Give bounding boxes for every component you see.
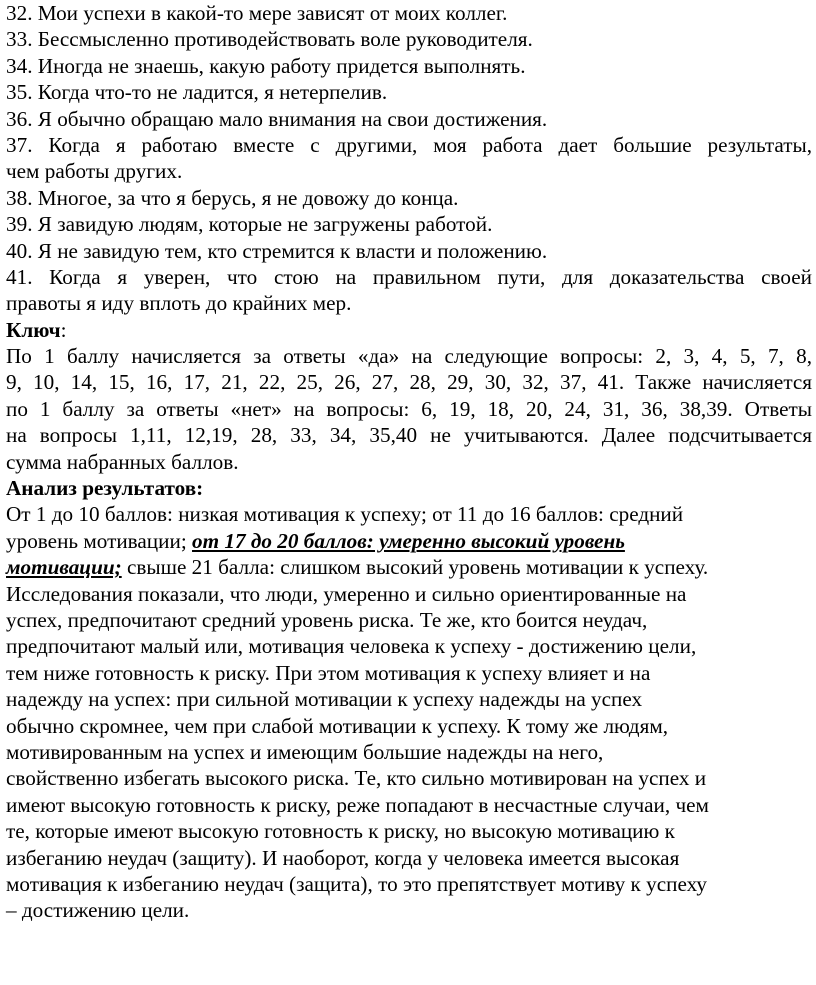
key-paragraph-line: 9, 10, 14, 15, 16, 17, 21, 22, 25, 26, 27, 28, 29, 30, 32, 37, 41. Также начисляется (6, 370, 812, 395)
analysis-line: свойственно избегать высокого риска. Те, кто сильно мотивирован на успех и (6, 766, 707, 791)
question-item: 41. Когда я уверен, что стою на правильном пути, для доказательства своей (6, 264, 812, 289)
highlighted-result: от 17 до 20 баллов: умеренно высокий уровень (192, 528, 625, 553)
analysis-line: избеганию неудач (защиту). И наоборот, когда у человека имеется высокая (6, 845, 680, 870)
analysis-line (6, 528, 812, 554)
analysis-text: свыше 21 балла: слишком высокий уровень мотивации к успеху. (121, 555, 709, 580)
analysis-line: Исследования показали, что люди, умеренно и сильно ориентированные на (6, 581, 687, 606)
question-item: 33. Бессмысленно противодействовать воле руководителя. (6, 27, 533, 52)
key-paragraph-line: по 1 баллу за ответы «нет» на вопросы: 6, 19, 18, 20, 24, 31, 36, 38,39. Ответы (6, 396, 812, 421)
analysis-heading: Анализ результатов: (6, 476, 204, 501)
document-page (6, 0, 812, 924)
question-item: 32. Мои успехи в какой-то мере зависят от моих коллег. (6, 1, 508, 25)
key-paragraph-line: По 1 баллу начисляется за ответы «да» на следующие вопросы: 2, 3, 4, 5, 7, 8, (6, 344, 812, 369)
analysis-line: От 1 до 10 баллов: низкая мотивация к успеху; от 11 до 16 баллов: средний (6, 502, 684, 527)
analysis-text: уровень мотивации; (6, 528, 193, 553)
analysis-line: – достижению цели. (6, 898, 190, 923)
question-item: 34. Иногда не знаешь, какую работу придется выполнять. (6, 53, 526, 78)
key-heading-colon: : (60, 317, 67, 342)
question-item: 35. Когда что-то не ладится, я нетерпелив. (6, 80, 388, 105)
analysis-section (6, 475, 812, 924)
key-paragraph-line: на вопросы 1,11, 12,19, 28, 33, 34, 35,40 не учитываются. Далее подсчитывается (6, 423, 812, 448)
analysis-line: успех, предпочитают средний уровень риска. Те же, кто боится неудач, (6, 607, 648, 632)
question-item: 39. Я завидую людям, которые не загружены работой. (6, 212, 493, 237)
analysis-line: предпочитают малый или, мотивация человека к успеху - достижению цели, (6, 634, 697, 659)
question-item: 37. Когда я работаю вместе с другими, моя работа дает большие результаты, (6, 132, 812, 157)
analysis-line: мотивированным на успех и имеющим большие надежды на него, (6, 739, 604, 764)
analysis-line: надежду на успех: при сильной мотивации к успеху надежды на успех (6, 687, 643, 712)
key-heading: Ключ (6, 317, 61, 342)
question-list (6, 0, 812, 317)
key-heading-line (6, 317, 812, 343)
key-section (6, 317, 812, 475)
highlighted-result: мотивации; (6, 555, 122, 580)
analysis-line (6, 554, 812, 580)
question-item: 36. Я обычно обращаю мало внимания на свои достижения. (6, 106, 548, 131)
analysis-line: те, которые имеют высокую готовность к риску, но высокую мотивацию к (6, 819, 675, 844)
question-item-continuation: чем работы других. (6, 159, 183, 184)
question-item-continuation: правоты я иду вплоть до крайних мер. (6, 291, 352, 316)
analysis-line: обычно скромнее, чем при слабой мотивации к успеху. К тому же людям, (6, 713, 669, 738)
analysis-line: тем ниже готовность к риску. При этом мотивация к успеху влияет и на (6, 660, 651, 685)
analysis-line: имеют высокую готовность к риску, реже попадают в несчастные случаи, чем (6, 792, 709, 817)
key-paragraph-line: сумма набранных баллов. (6, 449, 239, 474)
question-item: 38. Многое, за что я берусь, я не довожу до конца. (6, 185, 459, 210)
question-item: 40. Я не завидую тем, кто стремится к власти и положению. (6, 238, 548, 263)
analysis-line: мотивация к избеганию неудач (защита), то это препятствует мотиву к успеху (6, 871, 707, 896)
